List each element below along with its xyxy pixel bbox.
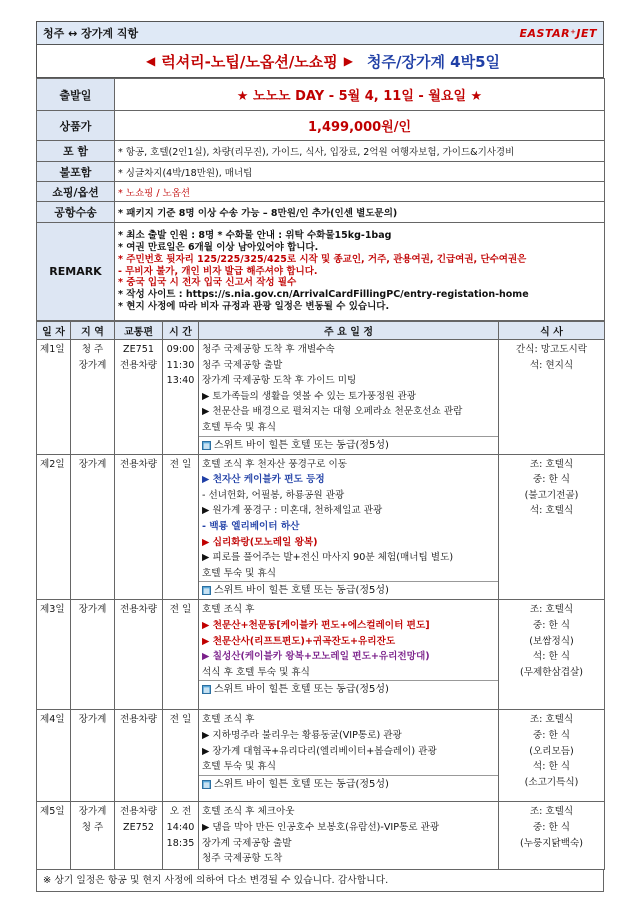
schedule-cell — [199, 340, 499, 455]
schedule-line: 석식 후 호텔 투숙 및 휴식 — [202, 666, 310, 678]
meal-cell — [499, 710, 605, 802]
transport: 전용차량 — [119, 806, 158, 818]
schedule-line: ▶ 천문산+천문동[케이블카 편도+에스컬레이터 편도] — [202, 619, 430, 631]
footer-note: ※ 상기 일정은 항공 및 현지 사정에 의하여 다소 변경될 수 있습니다. 감사합니다. — [36, 870, 604, 892]
region: 청 주 — [81, 344, 104, 355]
right-arrow-icon: ▶ — [343, 54, 354, 68]
meal-cell — [499, 802, 605, 870]
schedule-line: 호텔 조식 후 천자산 풍경구로 이동 — [202, 458, 347, 470]
schedule-line: 호텔 투숙 및 휴식 — [202, 421, 277, 433]
schedule-line: 청주 국제공항 도착 — [202, 853, 283, 865]
schedule-line: ▶ 댐을 막아 만든 인공호수 보봉호(유람선)-VIP통로 관광 — [202, 821, 440, 833]
day-row — [37, 600, 605, 710]
remark-list — [115, 223, 605, 321]
meal: 중: 한 식 — [532, 619, 571, 631]
price-value: 1,499,000원/인 — [115, 111, 605, 141]
remark-line: * 중국 입국 시 전자 입국 신고서 작성 필수 — [118, 277, 297, 289]
region: 장가계 — [78, 359, 107, 371]
schedule-line: - 백룡 엘리베이터 하산 — [202, 520, 300, 532]
meal: (소고기특식) — [524, 776, 579, 788]
meal-cell — [499, 600, 605, 710]
meal: 조: 호텔식 — [529, 714, 574, 726]
schedule-line: ▶ 십리화랑(모노레일 왕복) — [202, 536, 318, 548]
include-value: * 항공, 호텔(2인1실), 차량(리무진), 가이드, 식사, 입장료, 2억원 여행자보험, 가이드&기사경비 — [115, 141, 605, 162]
left-arrow-icon: ◀ — [145, 54, 156, 68]
schedule-line: ▶ 원가계 풍경구 : 미혼대, 천하제일교 관광 — [202, 505, 383, 517]
meal: (불고기전골) — [524, 489, 579, 501]
time: 전 일 — [169, 714, 192, 726]
exclude-value: * 싱글차지(4박/18만원), 매너팁 — [115, 162, 605, 182]
meal: 석: 한 식 — [532, 761, 571, 773]
info-table — [36, 78, 605, 321]
transport: ZE752 — [123, 821, 154, 833]
depart-value: ★ 노노노 DAY - 5월 4, 11일 - 월요일 ★ — [115, 79, 605, 111]
meal: (보쌈정식) — [529, 635, 574, 647]
time: 18:35 — [166, 837, 195, 849]
meal: 석: 한 식 — [532, 651, 571, 663]
shop-label: 쇼핑/옵션 — [37, 182, 115, 202]
title-left: 럭셔리-노팁/노옵션/노쇼핑 — [161, 52, 338, 71]
region: 장가계 — [78, 458, 107, 470]
schedule-line: 호텔 투숙 및 휴식 — [202, 567, 277, 579]
meal: (무제한삼겹살) — [519, 666, 584, 678]
col-transport: 교통편 — [115, 322, 163, 340]
day-row — [37, 454, 605, 600]
hotel-icon: ▦ — [203, 441, 210, 450]
hotel-line: ▦ 스위트 바이 힐튼 호텔 또는 동급(정5성) — [199, 436, 498, 454]
meal: 중: 한 식 — [532, 474, 571, 486]
hotel-icon: ▦ — [203, 686, 210, 695]
schedule-table — [36, 321, 605, 870]
meal: 중: 한 식 — [532, 821, 571, 833]
time: 11:30 — [166, 359, 195, 371]
time: 전 일 — [169, 604, 192, 616]
hotel-icon: ▦ — [203, 780, 210, 789]
remark-line: * 여권 만료일은 6개월 이상 남아있어야 합니다. — [118, 242, 319, 253]
schedule-line: ▶ 장가계 대협곡+유리다리(엘리베이터+봅슬레이) 관광 — [202, 745, 437, 757]
schedule-line: ▶ 천문산을 배경으로 펼쳐지는 대형 오페라쇼 천문호선쇼 관람 — [202, 406, 463, 418]
schedule-line: 청주 국제공항 도착 후 개별수속 — [202, 344, 335, 355]
schedule-cell — [199, 710, 499, 802]
col-day: 일 자 — [37, 322, 71, 340]
schedule-line: 호텔 투숙 및 휴식 — [202, 761, 277, 773]
remark-line: * 주민번호 뒷자리 125/225/325/425로 시작 및 종교인, 거주, 관용여권, 긴급여권, 단수여권은 — [118, 253, 527, 265]
day-label: 제1일 — [37, 340, 71, 455]
transport: 전용차량 — [119, 604, 158, 616]
time: 14:40 — [166, 821, 195, 833]
schedule-line: ▶ 천문산사(리프트편도)+귀곡잔도+유리잔도 — [202, 635, 396, 647]
region: 장가계 — [78, 604, 107, 616]
time: 09:00 — [166, 344, 195, 355]
shop-value: * 노쇼핑 / 노옵션 — [115, 182, 605, 202]
header-bar — [36, 21, 604, 44]
transport: 전용차량 — [119, 714, 158, 726]
day-row — [37, 710, 605, 802]
price-label: 상품가 — [37, 111, 115, 141]
include-label: 포 함 — [37, 141, 115, 162]
remark-label: REMARK — [37, 223, 115, 321]
meal: 조: 호텔식 — [529, 604, 574, 616]
meal: 중: 한 식 — [532, 729, 571, 741]
schedule-line: - 선녀헌화, 어필봉, 하룡공원 관광 — [202, 489, 345, 501]
hotel-icon: ▦ — [203, 587, 210, 596]
schedule-line: 호텔 조식 후 체크아웃 — [202, 806, 295, 818]
day-label: 제2일 — [37, 454, 71, 600]
eastar-jet-logo: EASTAR⁺JET — [519, 26, 597, 40]
schedule-cell — [199, 454, 499, 600]
airport-value: * 패키지 기준 8명 이상 수송 가능 – 8만원/인 추가(인센 별도문의) — [115, 202, 605, 223]
col-meal: 식 사 — [499, 322, 605, 340]
transport: 전용차량 — [119, 458, 158, 470]
airport-label: 공항수송 — [37, 202, 115, 223]
meal: (오리모듬) — [529, 745, 574, 757]
remark-line: * 최소 출발 인원 : 8명 * 수화물 안내 : 위탁 수화물15kg-1bag — [118, 230, 392, 242]
day-label: 제4일 — [37, 710, 71, 802]
meal-cell — [499, 340, 605, 455]
time: 오 전 — [169, 806, 192, 818]
col-schedule: 주 요 일 정 — [199, 322, 499, 340]
schedule-line: ▶ 천자산 케이블카 편도 등정 — [202, 474, 325, 486]
schedule-line: ▶ 지하명주라 불리우는 황룡동굴(VIP통로) 관광 — [202, 729, 402, 741]
remark-line: - 무비자 불가, 개인 비자 발급 해주셔야 합니다. — [118, 265, 318, 277]
time: 13:40 — [166, 375, 195, 387]
itinerary-page — [36, 21, 604, 892]
meal-cell — [499, 454, 605, 600]
hotel-line: ▦ 스위트 바이 힐튼 호텔 또는 동급(정5성) — [199, 581, 498, 599]
product-title — [36, 44, 604, 78]
col-time: 시 간 — [163, 322, 199, 340]
depart-label: 출발일 — [37, 79, 115, 111]
day-label: 제5일 — [37, 802, 71, 870]
schedule-line: ▶ 피로를 풀어주는 발+전신 마사지 90분 체험(매너팁 별도) — [202, 552, 454, 564]
schedule-line: 청주 국제공항 출발 — [202, 359, 283, 371]
meal: 석: 현지식 — [529, 359, 574, 371]
schedule-line: 호텔 조식 후 — [202, 714, 255, 726]
schedule-cell — [199, 600, 499, 710]
transport: ZE751 — [123, 344, 154, 355]
transport: 전용차량 — [119, 359, 158, 371]
schedule-line: 호텔 조식 후 — [202, 604, 255, 616]
exclude-label: 불포함 — [37, 162, 115, 182]
time: 전 일 — [169, 458, 192, 470]
day-row — [37, 340, 605, 455]
remark-line: * 작성 사이트 : https://s.nia.gov.cn/ArrivalCardFillingPC/entry-registation-home — [118, 289, 529, 301]
remark-line: * 현지 사정에 따라 비자 규정과 관광 일정은 변동될 수 있습니다. — [118, 300, 390, 312]
hotel-line: ▦ 스위트 바이 힐튼 호텔 또는 동급(정5성) — [199, 775, 498, 793]
meal: 간식: 망고도시락 — [515, 344, 588, 355]
title-right: 청주/장가계 4박5일 — [367, 52, 501, 71]
meal: 조: 호텔식 — [529, 806, 574, 818]
schedule-line: ▶ 토가족들의 생활을 엿볼 수 있는 토가풍정원 관광 — [202, 390, 417, 402]
region: 장가계 — [78, 806, 107, 818]
day-row — [37, 802, 605, 870]
schedule-line: 장가계 국제공항 도착 후 가이드 미팅 — [202, 375, 357, 387]
meal: (누룽지닭백숙) — [519, 837, 584, 849]
meal: 조: 호텔식 — [529, 458, 574, 470]
region: 장가계 — [78, 714, 107, 726]
schedule-cell — [199, 802, 499, 870]
meal: 석: 호텔식 — [529, 505, 574, 517]
route-label: 청주 ↔ 장가계 직항 — [43, 27, 139, 40]
col-region: 지 역 — [71, 322, 115, 340]
day-label: 제3일 — [37, 600, 71, 710]
schedule-line: ▶ 칠성산(케이블카 왕복+모노레일 편도+유리전망대) — [202, 651, 430, 663]
hotel-line: ▦ 스위트 바이 힐튼 호텔 또는 동급(정5성) — [199, 680, 498, 698]
region: 청 주 — [81, 821, 104, 833]
schedule-line: 장가계 국제공항 출발 — [202, 837, 292, 849]
